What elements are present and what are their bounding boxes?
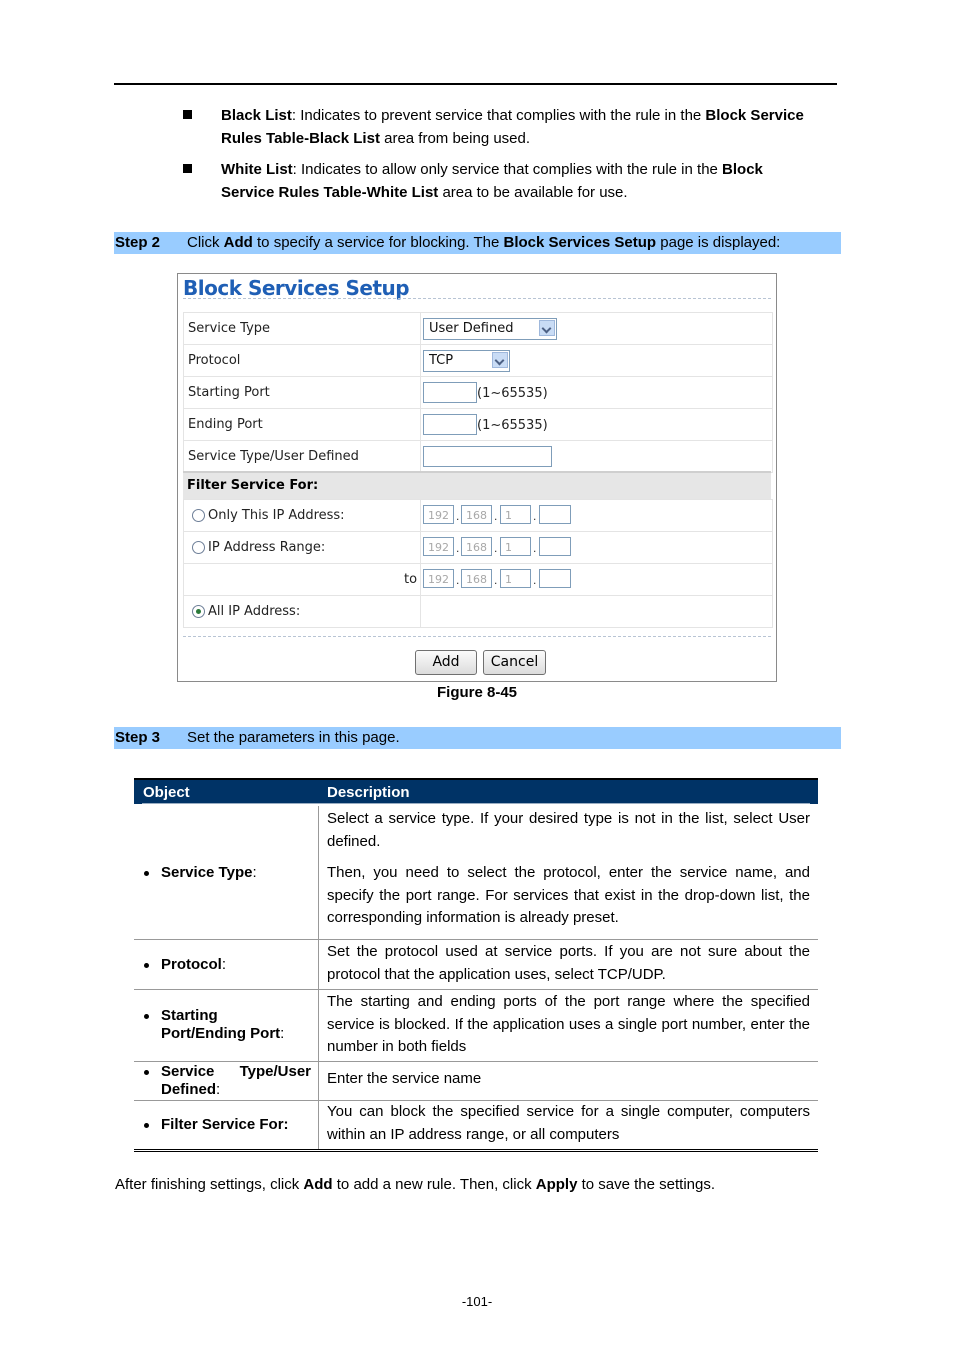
bullet-icon: [144, 1014, 149, 1019]
white-list-table-name: Service Rules Table-White List: [221, 184, 439, 201]
table-row: Protocol: Set the protocol used at service ports. If you are not sure about the protocol that the application uses, select TCP/UDP.: [134, 940, 818, 990]
table-row: Starting Port/Ending Port: The starting and ending ports of the port range where the specified service is blocked. If the application uses a single port number, enter the number in both fields: [134, 990, 818, 1062]
range-end-octet-3[interactable]: 1: [500, 569, 531, 588]
ending-port-label: Ending Port: [188, 417, 263, 432]
object-name: Service Type: [161, 864, 253, 881]
only-ip-radio[interactable]: [192, 509, 205, 522]
row-description: You can block the specified service for a single computer, computers within an IP address range, or all computers: [327, 1103, 810, 1143]
row-description: Then, you need to select the protocol, enter the service name, and specify the port range. For services that exist in the drop-down list, the corresponding information is already preset.: [327, 864, 810, 926]
table-row: [134, 1101, 818, 1149]
only-ip-octet-4[interactable]: [539, 505, 571, 524]
row-description: Set the protocol used at service ports. If you are not sure about the protocol that the application uses, select TCP/UDP.: [327, 943, 810, 983]
header-rule: [114, 83, 837, 85]
black-list-text-end: area from being used.: [379, 130, 531, 147]
service-type-value: User Defined: [429, 321, 514, 336]
row-description: The starting and ending ports of the port range where the specified service is blocked. If the application uses a single port number, enter the number in both fields: [327, 993, 810, 1055]
range-start-octet-2[interactable]: 168: [461, 537, 492, 556]
add-button[interactable]: Add: [415, 650, 477, 675]
to-label: to: [404, 572, 418, 587]
only-ip-label: Only This IP Address:: [208, 508, 345, 523]
black-list-text: : Indicates to prevent service that complies with the rule in the: [291, 107, 706, 124]
row-service-user-defined: [183, 440, 773, 473]
object-name: Starting: [161, 1007, 218, 1024]
black-list-paragraph: [221, 104, 841, 150]
ending-port-hint: (1~65535): [477, 418, 548, 433]
range-start-octet-1[interactable]: 192: [423, 537, 454, 556]
only-ip-octet-3[interactable]: 1: [500, 505, 531, 524]
object-name: Filter Service For:: [161, 1116, 289, 1133]
white-list-paragraph: [221, 158, 841, 204]
only-ip-octet-1[interactable]: 192: [423, 505, 454, 524]
square-bullet-icon: [183, 110, 192, 119]
row-service-type: [183, 312, 773, 345]
row-ip-range: IP Address Range: 192 . 168 . 1 .: [183, 531, 773, 564]
row-description: Enter the service name: [327, 1070, 482, 1087]
range-end-octet-2[interactable]: 168: [461, 569, 492, 588]
panel-title: Block Services Setup: [183, 276, 410, 300]
range-end-octet-1[interactable]: 192: [423, 569, 454, 588]
bullet-icon: [144, 1123, 149, 1128]
row-description: Select a service type. If your desired type is not in the list, select User defined.: [327, 810, 810, 850]
step-label: Step 3: [115, 729, 161, 746]
filter-service-label: Filter Service For:: [187, 478, 319, 493]
protocol-value: TCP: [429, 353, 454, 368]
row-starting-port: [183, 376, 773, 409]
all-ip-label: All IP Address:: [208, 604, 301, 619]
after-paragraph: After finishing settings, click Add to add a new rule. Then, click Apply to save the settings.: [115, 1176, 716, 1193]
row-protocol: [183, 344, 773, 377]
black-list-term: Black List: [221, 107, 292, 124]
chevron-down-icon: [492, 352, 508, 368]
ip-range-radio[interactable]: [192, 541, 205, 554]
service-type-label: Service Type: [188, 321, 271, 336]
table-row: Service Type: Select a service type. If your desired type is not in the list, select User defined. Then, you need to select the protocol, enter the service name, and specify the port range. For services that exist in the drop-down list, the corresponding information is already preset.: [134, 806, 818, 940]
white-list-term: White List: [221, 161, 293, 178]
white-list-text: : Indicates to allow only service that complies with the rule in the: [292, 161, 723, 178]
step-text: Click Add to specify a service for blocking. The Block Services Setup page is displayed:: [187, 234, 781, 251]
all-ip-radio[interactable]: [192, 605, 205, 618]
black-list-bold: Block Service: [705, 107, 804, 124]
range-start-octet-3[interactable]: 1: [500, 537, 531, 556]
object-name-2: Defined: [161, 1081, 217, 1098]
filter-service-header: [183, 471, 771, 499]
service-type-select[interactable]: [423, 318, 557, 340]
object-name-b: Type/User: [239, 1063, 311, 1080]
figure-caption: Figure 8-45: [436, 684, 518, 701]
only-ip-octet-2[interactable]: 168: [461, 505, 492, 524]
chevron-down-icon: [539, 320, 555, 336]
table-bottom-rule: [134, 1149, 818, 1152]
row-only-ip: Only This IP Address: 192 . 168 . 1 .: [183, 499, 773, 532]
object-name: Service: [161, 1063, 215, 1080]
white-list-text-end: area to be available for use.: [438, 184, 628, 201]
page-number: -101-: [461, 1294, 493, 1309]
bullet-icon: [144, 963, 149, 968]
cancel-button[interactable]: Cancel: [483, 650, 546, 675]
ending-port-input[interactable]: [423, 414, 477, 435]
black-list-table-name: Rules Table-Black List: [221, 130, 380, 147]
starting-port-input[interactable]: [423, 382, 477, 403]
protocol-select[interactable]: [423, 350, 510, 372]
table-row: Service Type/User Defined: Enter the service name: [134, 1062, 818, 1101]
service-user-defined-label: Service Type/User Defined: [188, 449, 359, 464]
service-name-input[interactable]: [423, 446, 552, 467]
row-ip-range-to: to 192 . 168 . 1 .: [183, 563, 773, 596]
table-header: [134, 778, 818, 804]
divider: [183, 298, 771, 299]
step-text: Set the parameters in this page.: [187, 729, 400, 746]
bullet-icon: [144, 871, 149, 876]
range-start-octet-4[interactable]: [539, 537, 571, 556]
white-list-bold: Block: [722, 161, 763, 178]
square-bullet-icon: [183, 164, 192, 173]
range-end-octet-4[interactable]: [539, 569, 571, 588]
header-description: Description: [327, 784, 410, 801]
ip-range-label: IP Address Range:: [208, 540, 326, 555]
object-name: Protocol: [161, 956, 222, 973]
bullet-icon: [144, 1070, 149, 1075]
row-ending-port: [183, 408, 773, 441]
protocol-label: Protocol: [188, 353, 241, 368]
step-label: Step 2: [115, 234, 161, 251]
object-name-2: Port/Ending Port: [161, 1025, 281, 1042]
block-services-setup-panel: [177, 273, 777, 682]
divider: [183, 636, 771, 637]
step-3-bar: [114, 727, 841, 749]
step-2-bar: [114, 232, 841, 254]
row-all-ip: [183, 595, 773, 628]
starting-port-hint: (1~65535): [477, 386, 548, 401]
starting-port-label: Starting Port: [188, 385, 270, 400]
header-object: Object: [143, 784, 190, 801]
